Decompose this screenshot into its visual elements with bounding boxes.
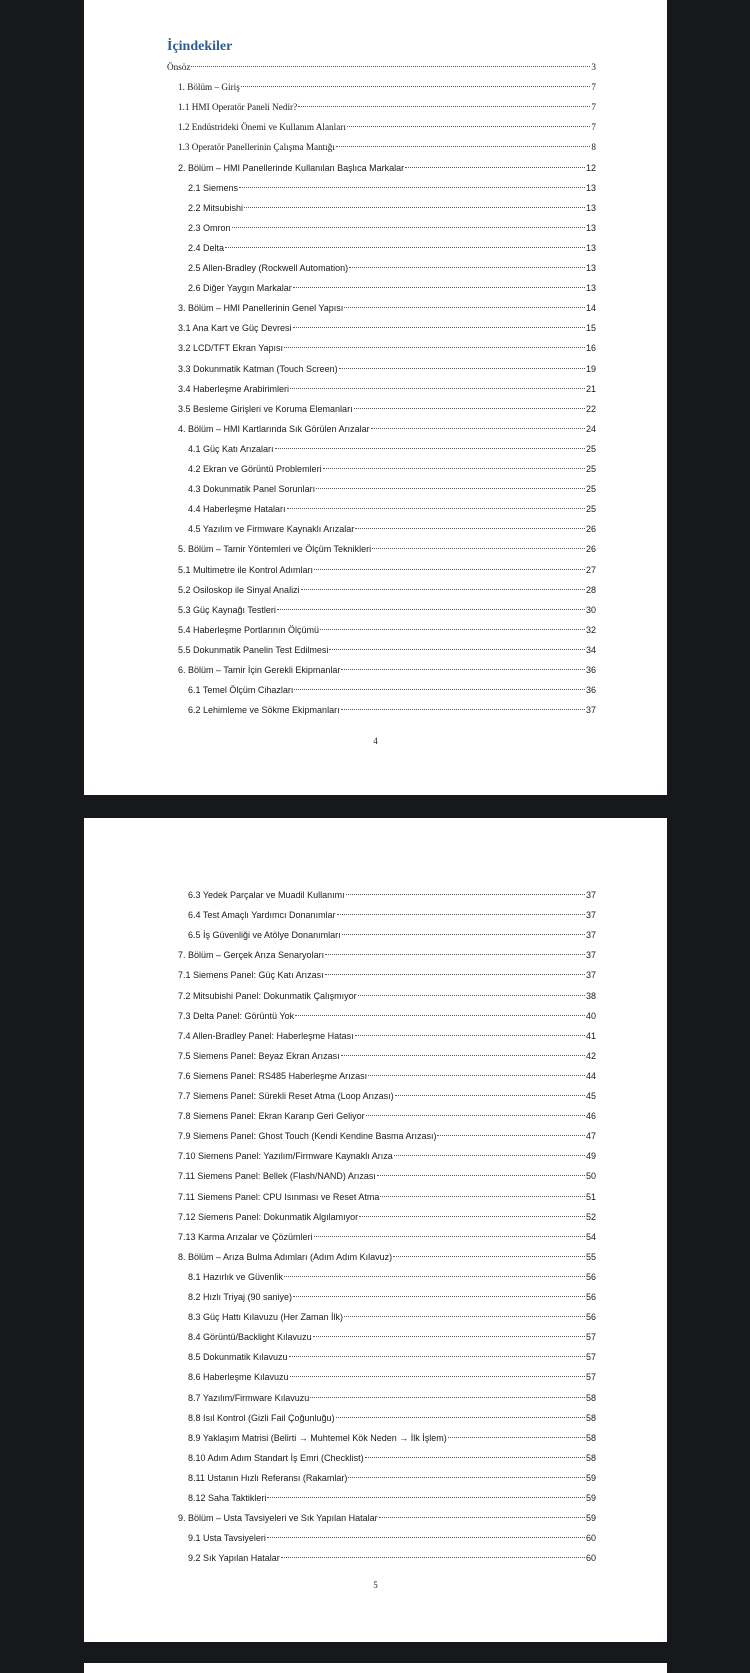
toc-leader-dots: [354, 408, 585, 409]
toc-entry[interactable]: [178, 301, 596, 315]
toc-entry-page: 22: [585, 403, 596, 414]
toc-entry[interactable]: [178, 422, 596, 436]
toc-entry-page: 7: [591, 122, 596, 133]
toc-entry-page: 37: [585, 890, 596, 900]
toc-leader-dots: [358, 995, 585, 996]
toc-leader-dots: [341, 709, 585, 710]
toc-leader-dots: [244, 207, 585, 208]
toc-entry-page: 25: [585, 484, 596, 495]
toc-entry-page: 47: [585, 1131, 596, 1142]
toc-entry-label: 5. Bölüm – Tamir Yöntemleri ve Ölçüm Teknikleri: [178, 544, 372, 555]
toc-leader-dots: [437, 1135, 585, 1136]
toc-entry-label: 6.3 Yedek Parçalar ve Muadil Kullanımı: [188, 890, 345, 900]
toc-leader-dots: [339, 368, 585, 369]
toc-leader-dots: [320, 629, 585, 630]
toc-entry-page: 13: [585, 263, 596, 273]
toc-entry-page: 57: [585, 1352, 596, 1363]
toc-entry-page: 13: [585, 283, 596, 294]
toc-entry-label: 7.12 Siemens Panel: Dokunmatik Algılamıyor: [178, 1211, 359, 1222]
toc-entry-page: 21: [585, 383, 596, 394]
toc-entry-label: 4.4 Haberleşme Hataları: [188, 504, 286, 515]
toc-entry-page: 59: [585, 1513, 596, 1524]
toc-entry-page: 45: [585, 1091, 596, 1101]
toc-entry-label: 6. Bölüm – Tamir İçin Gerekli Ekipmanlar: [178, 665, 341, 675]
toc-entry-page: 57: [585, 1372, 596, 1383]
toc-entry[interactable]: [178, 321, 596, 335]
toc-entry-page: 26: [585, 544, 596, 555]
toc-leader-dots: [371, 428, 585, 429]
toc-entry-label: 6.1 Temel Ölçüm Cihazları: [188, 685, 294, 696]
toc-leader-dots: [314, 569, 585, 570]
toc-entry-label: 7.11 Siemens Panel: CPU Isınması ve Reset Atma: [178, 1191, 380, 1202]
toc-leader-dots: [293, 327, 585, 328]
toc-leader-dots: [232, 227, 585, 228]
toc-entry[interactable]: [188, 1531, 596, 1545]
toc-entry-page: 44: [585, 1070, 596, 1081]
toc-entry-page: 13: [585, 202, 596, 213]
toc-entry-page: 8: [591, 142, 596, 153]
toc-entry-label: 2.5 Allen-Bradley (Rockwell Automation): [188, 263, 349, 273]
toc-entry-label: 4.5 Yazılım ve Firmware Kaynaklı Arızalar: [188, 524, 355, 535]
toc-entry-label: 7.8 Siemens Panel: Ekran Kararıp Geri Geliyor: [178, 1111, 365, 1122]
toc-entry-page: 15: [585, 323, 596, 334]
toc-entry[interactable]: [188, 888, 596, 902]
toc-entry-label: 5.3 Güç Kaynağı Testleri: [178, 604, 276, 615]
toc-entry[interactable]: [188, 1290, 596, 1304]
toc-leader-dots: [301, 589, 585, 590]
toc-leader-dots: [284, 1276, 585, 1277]
toc-entry-page: 59: [585, 1472, 596, 1483]
toc-leader-dots: [325, 974, 585, 975]
toc-leader-dots: [346, 894, 585, 895]
toc-entry[interactable]: [188, 1431, 596, 1445]
toc-leader-dots: [281, 1557, 585, 1558]
toc-entry-label: 7. Bölüm – Gerçek Arıza Senaryoları: [178, 950, 325, 961]
toc-entry-label: 7.11 Siemens Panel: Bellek (Flash/NAND) Arızası: [178, 1171, 376, 1182]
toc-entry-label: 2. Bölüm – HMI Panellerinde Kullanılan Başlıca Markalar: [178, 162, 405, 173]
toc-entry[interactable]: [178, 968, 596, 982]
toc-leader-dots: [336, 1417, 585, 1418]
toc-entry-label: 1. Bölüm – Giriş: [178, 82, 240, 93]
toc-entry[interactable]: [178, 1250, 596, 1264]
toc-entry[interactable]: [178, 663, 596, 677]
toc-entry-page: 7: [591, 102, 596, 113]
toc-entry-page: 56: [585, 1271, 596, 1282]
toc-entry-page: 13: [585, 242, 596, 253]
toc-entry-page: 55: [585, 1251, 596, 1262]
toc-entry-label: 1.2 Endüstrideki Önemi ve Kullanım Alanları: [178, 122, 346, 133]
toc-entry-label: 3.4 Haberleşme Arabirimleri: [178, 383, 290, 394]
toc-entry[interactable]: [178, 1009, 596, 1023]
toc-entry-label: 9. Bölüm – Usta Tavsiyeleri ve Sık Yapılan Hatalar: [178, 1513, 378, 1524]
toc-leader-dots: [284, 347, 585, 348]
toc-entry[interactable]: [188, 201, 596, 215]
toc-entry-page: 37: [585, 950, 596, 961]
toc-entry-label: 7.13 Karma Arızalar ve Çözümleri: [178, 1231, 313, 1242]
toc-leader-dots: [359, 1216, 585, 1217]
toc-entry[interactable]: [188, 1310, 596, 1324]
toc-entry-page: 3: [591, 62, 596, 72]
toc-entry-label: 6.2 Lehimleme ve Sökme Ekipmanları: [188, 705, 340, 716]
toc-entry-page: 49: [585, 1151, 596, 1162]
toc-entry[interactable]: [178, 362, 596, 376]
toc-entry-page: 38: [585, 990, 596, 1001]
toc-leader-dots: [289, 1356, 585, 1357]
toc-entry-page: 37: [585, 930, 596, 941]
toc-leader-dots: [372, 548, 585, 549]
toc-entry-label: 5.2 Osiloskop ile Sinyal Analizi: [178, 584, 300, 595]
toc-entry-page: 12: [585, 162, 596, 173]
toc-entry[interactable]: [188, 1411, 596, 1425]
toc-leader-dots: [225, 247, 585, 248]
toc-entry[interactable]: [178, 1089, 596, 1103]
toc-entry[interactable]: [188, 442, 596, 456]
toc-leader-dots: [329, 649, 585, 650]
toc-entry[interactable]: [188, 1330, 596, 1344]
toc-entry-label: 7.5 Siemens Panel: Beyaz Ekran Arızası: [178, 1050, 340, 1061]
toc-entry[interactable]: [188, 181, 596, 195]
toc-entry-label: 2.1 Siemens: [188, 182, 239, 193]
toc-entry-label: 8. Bölüm – Arıza Bulma Adımları (Adım Adım Kılavuz): [178, 1251, 393, 1262]
toc-leader-dots: [395, 1095, 585, 1096]
toc-entry[interactable]: [178, 1190, 596, 1204]
toc-entry[interactable]: [188, 241, 596, 255]
toc-entry[interactable]: [188, 1350, 596, 1364]
toc-entry-label: 3.3 Dokunmatik Katman (Touch Screen): [178, 363, 338, 374]
toc-entry-page: 46: [585, 1111, 596, 1122]
toc-entry-label: 5.1 Multimetre ile Kontrol Adımları: [178, 564, 314, 575]
toc-leader-dots: [310, 1397, 585, 1398]
toc-entry[interactable]: [178, 643, 596, 657]
toc-leader-dots: [323, 468, 585, 469]
toc-leader-dots: [267, 1537, 585, 1538]
toc-entry[interactable]: [178, 341, 596, 355]
toc-entry-label: 4.2 Ekran ve Görüntü Problemleri: [188, 464, 322, 474]
toc-leader-dots: [355, 528, 585, 529]
toc-leader-dots: [293, 287, 585, 288]
toc-entry[interactable]: [178, 402, 596, 416]
toc-entry[interactable]: [188, 462, 596, 476]
toc-entry[interactable]: [188, 281, 596, 295]
toc-entry-label: 4.3 Dokunmatik Panel Sorunları: [188, 484, 316, 495]
toc-leader-dots: [341, 669, 585, 670]
toc-entry[interactable]: [188, 522, 596, 536]
toc-entry[interactable]: [188, 703, 596, 717]
toc-entry-label: 3.1 Ana Kart ve Güç Devresi: [178, 323, 292, 334]
toc-entry[interactable]: [188, 1370, 596, 1384]
toc-entry-page: 52: [585, 1211, 596, 1222]
toc-entry-label: 8.12 Saha Taktikleri: [188, 1493, 267, 1503]
toc-entry-page: 41: [585, 1030, 596, 1041]
toc-entry-page: 34: [585, 644, 596, 655]
toc-entry[interactable]: [178, 623, 596, 637]
toc-entry[interactable]: [178, 1169, 596, 1183]
toc-entry-label: 7.3 Delta Panel: Görüntü Yok: [178, 1010, 295, 1021]
toc-entry-label: 1.1 HMI Operatör Paneli Nedir?: [178, 102, 298, 113]
toc-leader-dots: [277, 609, 585, 610]
toc-entry-page: 36: [585, 665, 596, 675]
toc-entry[interactable]: [188, 261, 596, 275]
toc-leader-dots: [368, 1075, 585, 1076]
toc-leader-dots: [275, 448, 585, 449]
toc-leader-dots: [298, 106, 590, 107]
toc-entry[interactable]: [178, 382, 596, 396]
toc-entry-label: 5.5 Dokunmatik Panelin Test Edilmesi: [178, 644, 329, 655]
document-page-2: [84, 818, 667, 1642]
toc-entry-label: 8.8 Isıl Kontrol (Gizli Fail Çoğunluğu): [188, 1412, 335, 1423]
toc-entry-label: 8.4 Görüntü/Backlight Kılavuzu: [188, 1332, 312, 1343]
toc-leader-dots: [344, 1316, 585, 1317]
toc-entry-page: 58: [585, 1392, 596, 1403]
toc-entry-page: 7: [591, 82, 596, 93]
toc-leader-dots: [325, 954, 585, 955]
toc-entry-label: 3.2 LCD/TFT Ekran Yapısı: [178, 343, 284, 354]
toc-entry-page: 60: [585, 1533, 596, 1544]
toc-entry-page: 28: [585, 584, 596, 595]
toc-entry[interactable]: [188, 482, 596, 496]
toc-entry-label: 8.2 Hızlı Triyaj (90 saniye): [188, 1292, 293, 1302]
toc-entry[interactable]: [178, 989, 596, 1003]
toc-entry-label: 1.3 Operatör Panellerinin Çalışma Mantığı: [178, 142, 335, 153]
toc-entry[interactable]: [188, 502, 596, 516]
toc-entry-page: 58: [585, 1412, 596, 1423]
toc-leader-dots: [336, 146, 590, 147]
toc-entry-page: 58: [585, 1452, 596, 1463]
toc-entry-label: Önsöz: [167, 62, 191, 72]
toc-entry[interactable]: [178, 80, 596, 94]
document-page-1: [84, 0, 667, 795]
toc-entry-label: 2.3 Omron: [188, 222, 231, 233]
toc-entry-label: 9.1 Usta Tavsiyeleri: [188, 1533, 266, 1544]
toc-entry-page: 16: [585, 343, 596, 354]
toc-entry[interactable]: [178, 1230, 596, 1244]
toc-entry-label: 7.1 Siemens Panel: Güç Katı Arızası: [178, 970, 324, 981]
toc-entry[interactable]: [188, 1551, 596, 1565]
toc-entry-page: 37: [585, 970, 596, 981]
toc-leader-dots: [313, 1336, 585, 1337]
toc-entry[interactable]: [188, 683, 596, 697]
toc-entry[interactable]: [178, 100, 596, 114]
toc-leader-dots: [314, 1236, 585, 1237]
toc-leader-dots: [241, 86, 591, 87]
toc-entry-label: 8.7 Yazılım/Firmware Kılavuzu: [188, 1392, 310, 1403]
toc-entry-page: 42: [585, 1050, 596, 1061]
toc-entry-page: 60: [585, 1553, 596, 1564]
toc-entry-page: 40: [585, 1010, 596, 1021]
toc-leader-dots: [366, 1115, 585, 1116]
toc-entry-page: 27: [585, 564, 596, 575]
toc-entry-page: 56: [585, 1312, 596, 1323]
toc-entry[interactable]: [178, 1029, 596, 1043]
toc-leader-dots: [191, 66, 590, 67]
toc-leader-dots: [290, 388, 585, 389]
toc-leader-dots: [347, 126, 591, 127]
toc-leader-dots: [287, 508, 585, 509]
toc-entry[interactable]: [188, 1491, 596, 1505]
toc-entry-label: 9.2 Sık Yapılan Hatalar: [188, 1553, 280, 1564]
toc-leader-dots: [267, 1497, 585, 1498]
toc-leader-dots: [394, 1155, 585, 1156]
toc-entry[interactable]: [188, 908, 596, 922]
toc-entry-page: 14: [585, 303, 596, 314]
toc-leader-dots: [337, 914, 585, 915]
toc-leader-dots: [294, 689, 585, 690]
toc-entry-label: 8.3 Güç Hattı Kılavuzu (Her Zaman İlk): [188, 1312, 344, 1323]
toc-entry-label: 4.1 Güç Katı Arızaları: [188, 443, 274, 454]
toc-entry[interactable]: [178, 1210, 596, 1224]
toc-entry-label: 7.2 Mitsubishi Panel: Dokunmatik Çalışmıyor: [178, 990, 357, 1001]
document-page-3-edge: [84, 1663, 667, 1673]
toc-entry[interactable]: [188, 1451, 596, 1465]
toc-entry-label: 8.9 Yaklaşım Matrisi (Belirti → Muhtemel Kök Neden → İlk İşlem): [188, 1432, 447, 1443]
toc-entry[interactable]: [178, 1129, 596, 1143]
toc-entry-page: 56: [585, 1292, 596, 1302]
toc-leader-dots: [379, 1517, 585, 1518]
toc-entry[interactable]: [178, 161, 596, 175]
toc-entry[interactable]: [167, 60, 596, 74]
toc-entry-label: 7.10 Siemens Panel: Yazılım/Firmware Kaynaklı Arıza: [178, 1151, 393, 1162]
toc-entry[interactable]: [188, 1391, 596, 1405]
toc-leader-dots: [341, 1055, 585, 1056]
toc-entry[interactable]: [188, 1471, 596, 1485]
toc-entry[interactable]: [188, 928, 596, 942]
toc-heading: İçindekiler: [167, 39, 233, 54]
toc-entry-label: 2.6 Diğer Yaygın Markalar: [188, 283, 292, 294]
toc-entry-label: 2.4 Delta: [188, 242, 225, 253]
toc-leader-dots: [377, 1175, 585, 1176]
toc-entry-label: 6.5 İş Güvenliği ve Atölye Donanımları: [188, 930, 341, 941]
toc-entry-page: 30: [585, 604, 596, 615]
toc-entry-page: 54: [585, 1231, 596, 1242]
toc-leader-dots: [342, 934, 585, 935]
toc-entry[interactable]: [188, 1270, 596, 1284]
toc-entry-page: 50: [585, 1171, 596, 1182]
toc-entry[interactable]: [178, 1511, 596, 1525]
toc-leader-dots: [405, 167, 585, 168]
toc-entry-page: 13: [585, 222, 596, 233]
toc-entry-label: 5.4 Haberleşme Portlarının Ölçümü: [178, 624, 320, 635]
toc-leader-dots: [355, 1035, 585, 1036]
toc-entry-page: 59: [585, 1493, 596, 1503]
toc-entry-page: 13: [585, 182, 596, 193]
toc-entry-page: 24: [585, 423, 596, 434]
toc-entry[interactable]: [178, 140, 596, 154]
toc-entry-label: 7.7 Siemens Panel: Sürekli Reset Atma (Loop Arızası): [178, 1091, 394, 1101]
toc-entry-page: 25: [585, 504, 596, 515]
toc-leader-dots: [290, 1376, 585, 1377]
toc-entry[interactable]: [178, 563, 596, 577]
toc-leader-dots: [349, 267, 585, 268]
toc-entry[interactable]: [178, 1109, 596, 1123]
toc-entry-page: 32: [585, 624, 596, 635]
toc-entry-label: 3. Bölüm – HMI Panellerinin Genel Yapısı: [178, 303, 344, 314]
toc-entry-page: 51: [585, 1191, 596, 1202]
toc-entry-page: 57: [585, 1332, 596, 1343]
toc-leader-dots: [295, 1015, 585, 1016]
toc-leader-dots: [348, 1477, 585, 1478]
toc-entry-label: 8.1 Hazırlık ve Güvenlik: [188, 1271, 284, 1282]
toc-leader-dots: [393, 1256, 585, 1257]
toc-entry-label: 8.10 Adım Adım Standart İş Emri (Checklist): [188, 1452, 364, 1463]
toc-entry-page: 58: [585, 1432, 596, 1443]
toc-entry-page: 19: [585, 363, 596, 374]
toc-leader-dots: [448, 1437, 585, 1438]
toc-entry-label: 4. Bölüm – HMI Kartlarında Sık Görülen Arızalar: [178, 423, 370, 434]
toc-entry-label: 3.5 Besleme Girişleri ve Koruma Elemanları: [178, 403, 353, 414]
toc-entry-label: 6.4 Test Amaçlı Yardımcı Donanımlar: [188, 910, 336, 921]
toc-entry[interactable]: [178, 120, 596, 134]
toc-entry-label: 8.11 Ustanın Hızlı Referansı (Rakamlar): [188, 1472, 348, 1483]
page-number: 4: [373, 736, 378, 746]
toc-entry-label: 8.5 Dokunmatik Kılavuzu: [188, 1352, 288, 1363]
toc-entry[interactable]: [178, 542, 596, 556]
toc-entry-label: 7.9 Siemens Panel: Ghost Touch (Kendi Kendine Basma Arızası): [178, 1131, 437, 1142]
toc-entry-label: 8.6 Haberleşme Kılavuzu: [188, 1372, 289, 1383]
toc-entry[interactable]: [188, 221, 596, 235]
toc-entry-label: 7.6 Siemens Panel: RS485 Haberleşme Arızası: [178, 1070, 368, 1081]
toc-entry[interactable]: [178, 1149, 596, 1163]
toc-entry[interactable]: [178, 1069, 596, 1083]
toc-leader-dots: [344, 307, 585, 308]
toc-entry-page: 26: [585, 524, 596, 535]
toc-entry-page: 25: [585, 443, 596, 454]
toc-leader-dots: [380, 1196, 585, 1197]
toc-leader-dots: [293, 1296, 585, 1297]
toc-entry-page: 36: [585, 685, 596, 696]
toc-leader-dots: [316, 488, 585, 489]
toc-entry-page: 25: [585, 464, 596, 474]
toc-leader-dots: [239, 187, 585, 188]
toc-entry-label: 2.2 Mitsubishi: [188, 202, 244, 213]
page-number: 5: [373, 1580, 378, 1590]
toc-entry[interactable]: [178, 1049, 596, 1063]
toc-entry[interactable]: [178, 603, 596, 617]
toc-entry[interactable]: [178, 948, 596, 962]
toc-entry-page: 37: [585, 910, 596, 921]
toc-entry-label: 7.4 Allen-Bradley Panel: Haberleşme Hatası: [178, 1030, 354, 1041]
toc-entry-page: 37: [585, 705, 596, 716]
toc-leader-dots: [365, 1457, 585, 1458]
toc-entry[interactable]: [178, 583, 596, 597]
